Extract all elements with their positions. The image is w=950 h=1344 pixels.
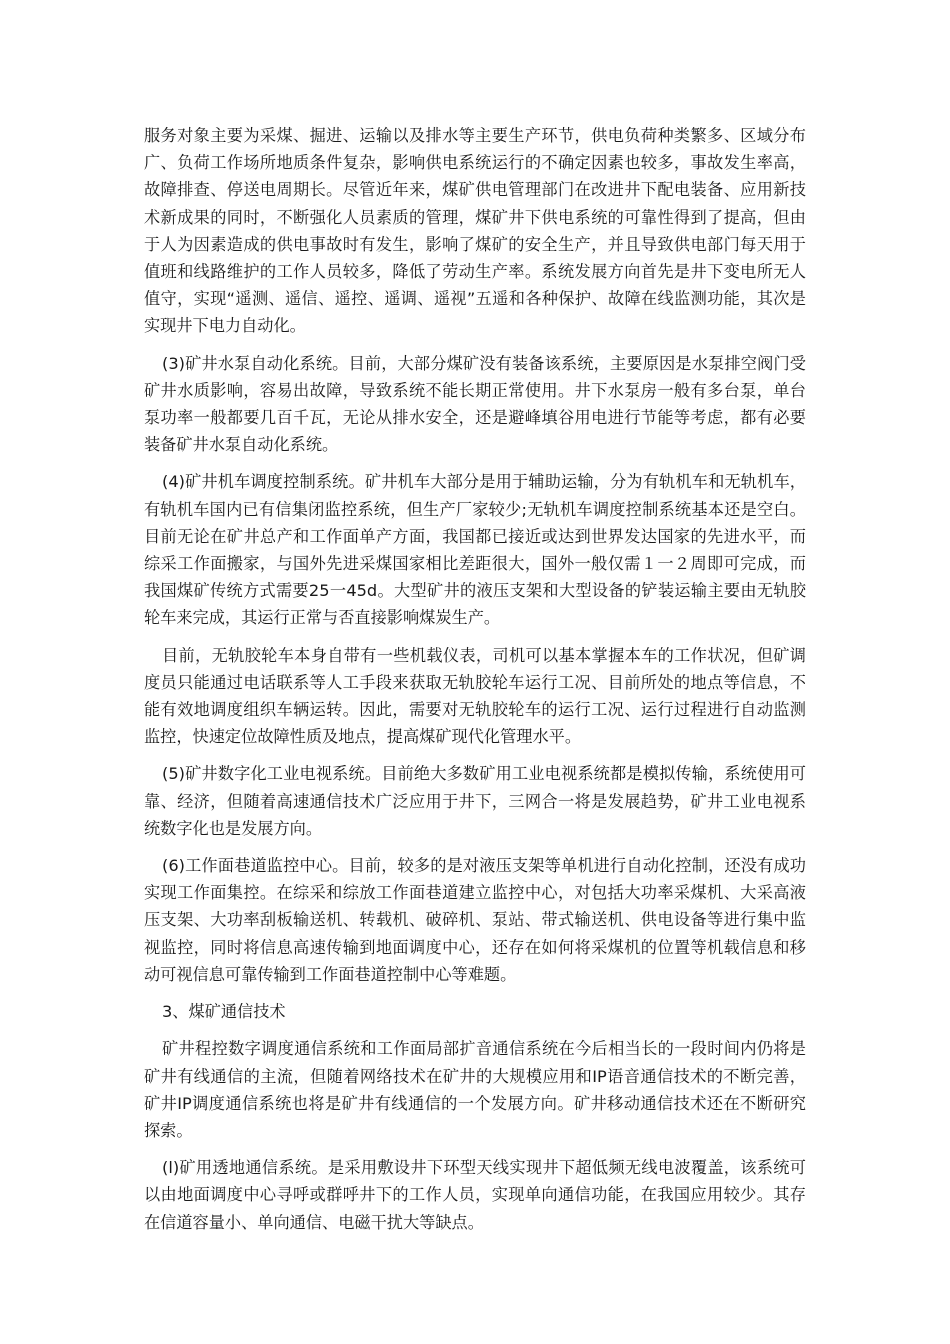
paragraph-trackless-vehicle: 目前，无轨胶轮车本身自带有一些机载仪表，司机可以基本掌握本车的工作状况，但矿调度员只能通过电话联系等人工手段来获取无轨胶轮车运行工况、目前所处的地点等信息，不能有效地调度组织车辆运转。因此，需要对无轨胶轮车的运行工况、运行过程进行自动监测监控，快速定位故障性质及地点，提高煤矿现代化管理水平。	[144, 645, 806, 747]
document-page	[144, 122, 806, 1246]
paragraph-power-supply: 服务对象主要为采煤、掘进、运输以及排水等主要生产环节，供电负荷种类繁多、区域分布广、负荷工作场所地质条件复杂，影响供电系统运行的不确定因素也较多，事故发生率高，故障排查、停送电周期长。尽管近年来，煤矿供电管理部门在改进井下配电装备、应用新技术新成果的同时，不断强化人员素质的管理，煤矿井下供电系统的可靠性得到了提高，但由于人为因素造成的供电事故时有发生，影响了煤矿的安全生产，并且导致供电部门每天用于值班和线路维护的工作人员较多，降低了劳动生产率。系统发展方向首先是井下变电所无人值守，实现“遥测、遥信、遥控、遥调、遥视”五遥和各种保护、故障在线监测功能，其次是实现井下电力自动化。	[144, 126, 806, 336]
paragraph-monitoring-center: (6)工作面巷道监控中心。目前，较多的是对液压支架等单机进行自动化控制，还没有成功实现工作面集控。在综采和综放工作面巷道建立监控中心，对包括大功率采煤机、大采高液压支架、大功率刮板输送机、转载机、破碎机、泵站、带式输送机、供电设备等进行集中监视监控，同时将信息高速传输到地面调度中心，还存在如何将采煤机的位置等机载信息和移动可视信息可靠传输到工作面巷道控制中心等难题。	[144, 856, 806, 984]
paragraph-locomotive-dispatch: (4)矿井机车调度控制系统。矿井机车大部分是用于辅助运输，分为有轨机车和无轨机车，有轨机车国内已有信集闭监控系统，但生产厂家较少;无轨机车调度控制系统基本还是空白。目前无论在矿井总产和工作面单产方面，我国都已接近或达到世界发达国家的先进水平，而综采工作面搬家，与国外先进采煤国家相比差距很大，国外一般仅需１一２周即可完成，而我国煤矿传统方式需要25一45d。大型矿井的液压支架和大型设备的铲装运输主要由无轨胶轮车来完成，其运行正常与否直接影响煤炭生产。	[144, 472, 806, 628]
paragraph-through-earth-comm: (l)矿用透地通信系统。是采用敷设井下环型天线实现井下超低频无线电波覆盖，该系统可以由地面调度中心寻呼或群呼井下的工作人员，实现单向通信功能，在我国应用较少。其存在信道容量小、单向通信、电磁干扰大等缺点。	[144, 1158, 806, 1232]
section-heading-communication: 3、煤矿通信技术	[162, 1002, 286, 1022]
paragraph-communication-overview: 矿井程控数字调度通信系统和工作面局部扩音通信系统在今后相当长的一段时间内仍将是矿井有线通信的主流，但随着网络技术在矿井的大规模应用和IP语音通信技术的不断完善，矿井IP调度通信系统也将是矿井有线通信的一个发展方向。矿井移动通信技术还在不断研究探索。	[144, 1039, 806, 1140]
paragraph-industrial-tv: (5)矿井数字化工业电视系统。目前绝大多数矿用工业电视系统都是模拟传输，系统使用可靠、经济，但随着高速通信技术广泛应用于井下，三网合一将是发展趋势，矿井工业电视系统数字化也是发展方向。	[144, 764, 806, 838]
paragraph-water-pump-system: (3)矿井水泵自动化系统。目前，大部分煤矿没有装备该系统，主要原因是水泵排空阀门受矿井水质影响，容易出故障，导致系统不能长期正常使用。井下水泵房一般有多台泵，单台泵功率一般都要几百千瓦，无论从排水安全，还是避峰填谷用电进行节能等考虑，都有必要装备矿井水泵自动化系统。	[144, 353, 806, 455]
